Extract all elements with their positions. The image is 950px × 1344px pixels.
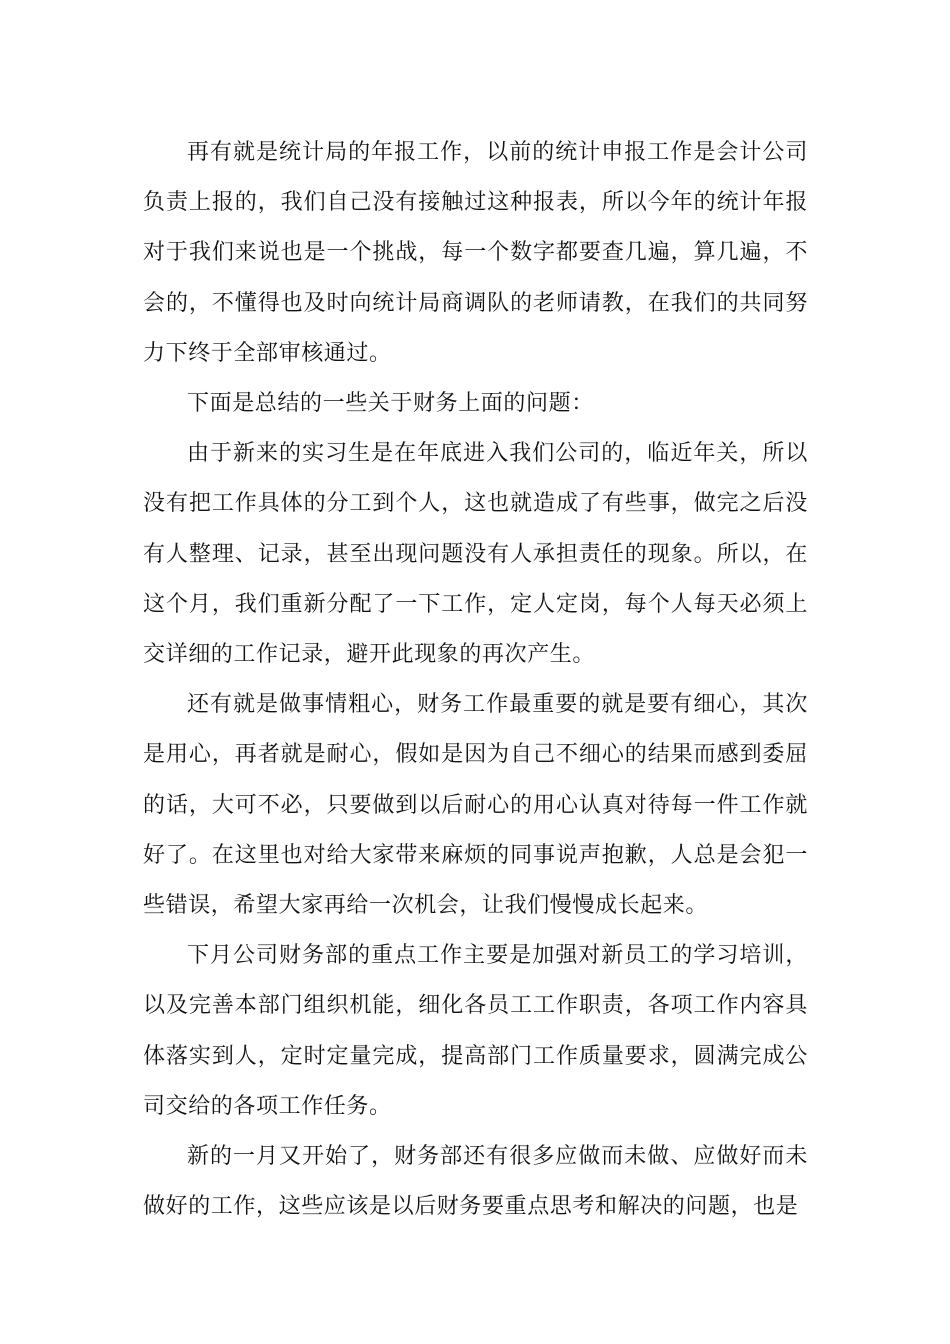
document-body — [143, 128, 808, 1232]
paragraph-carelessness: 还有就是做事情粗心，财务工作最重要的就是要有细心，其次是用心，再者就是耐心，假如是因为自己不细心的结果而感到委屈的话，大可不必，只要做到以后耐心的用心认真对待每一件工作就好了。在这里也对给大家带来麻烦的同事说声抱歉，人总是会犯一些错误，希望大家再给一次机会，让我们慢慢成长起来。 — [143, 692, 808, 919]
paragraph-new-month: 新的一月又开始了，财务部还有很多应做而未做、应做好而未做好的工作，这些应该是以后财务要重点思考和解决的问题，也是 — [143, 1144, 808, 1220]
paragraph-interns: 由于新来的实习生是在年底进入我们公司的，临近年关，所以没有把工作具体的分工到个人，这也就造成了有些事，做完之后没有人整理、记录，甚至出现问题没有人承担责任的现象。所以，在这个月，我们重新分配了一下工作，定人定岗，每个人每天必须上交详细的工作记录，避开此现象的再次产生。 — [143, 441, 808, 668]
paragraph-issues-intro: 下面是总结的一些关于财务上面的问题： — [187, 391, 594, 417]
paragraph-annual-report: 再有就是统计局的年报工作，以前的统计申报工作是会计公司负责上报的，我们自己没有接触过这种报表，所以今年的统计年报对于我们来说也是一个挑战，每一个数字都要查几遍，算几遍，不会的，不懂得也及时向统计局商调队的老师请教，在我们的共同努力下终于全部审核通过。 — [143, 140, 808, 366]
paragraph-next-month: 下月公司财务部的重点工作主要是加强对新员工的学习培训，以及完善本部门组织机能，细化各员工工作职责，各项工作内容具体落实到人，定时定量完成，提高部门工作质量要求，圆满完成公司交给的各项工作任务。 — [143, 943, 808, 1119]
